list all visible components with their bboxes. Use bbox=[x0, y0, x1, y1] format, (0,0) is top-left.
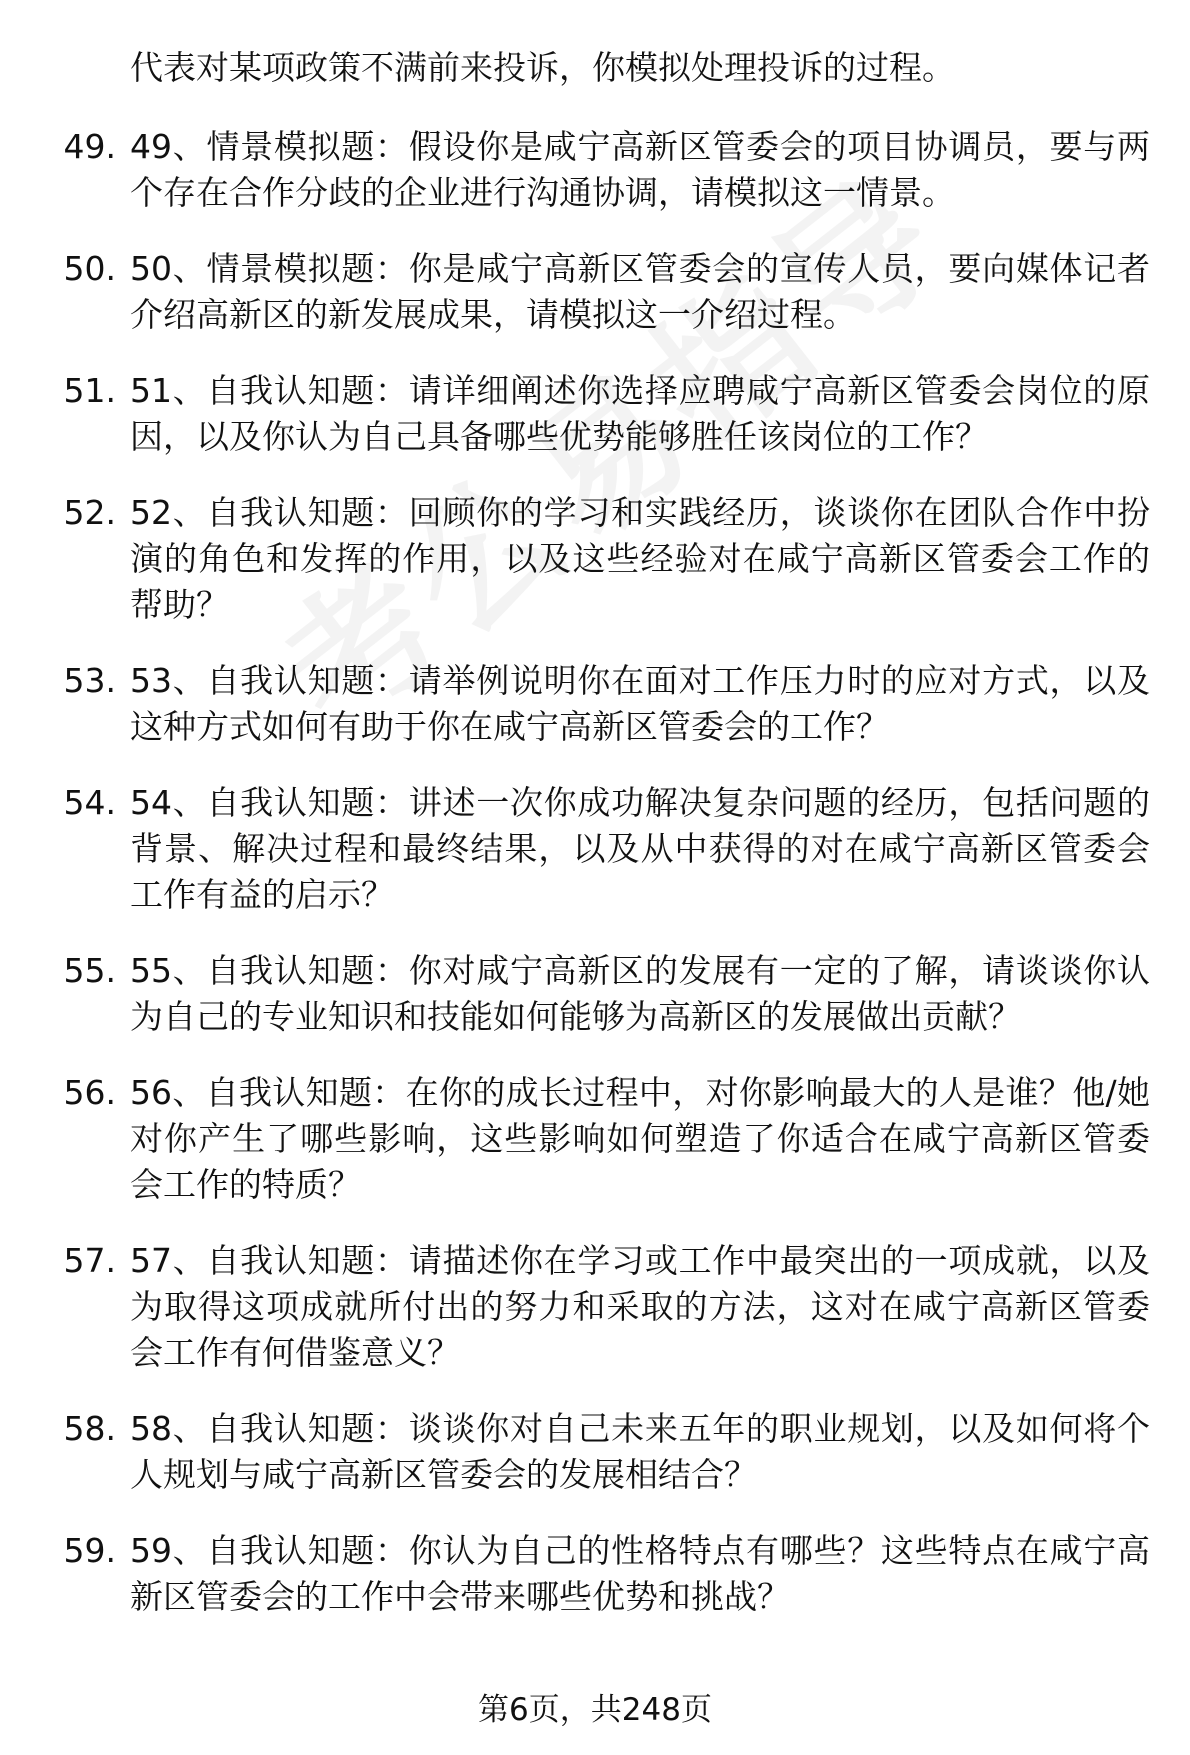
question-number: 49. bbox=[63, 127, 116, 166]
question-number: 50. bbox=[63, 249, 116, 288]
question-text: 55、自我认知题：你对咸宁高新区的发展有一定的了解，请谈谈你认为自己的专业知识和技能如何能够为高新区的发展做出贡献？ bbox=[130, 951, 1150, 1036]
question-number: 51. bbox=[63, 371, 116, 410]
question-text: 51、自我认知题：请详细阐述你选择应聘咸宁高新区管委会岗位的原因，以及你认为自己具备哪些优势能够胜任该岗位的工作？ bbox=[130, 371, 1150, 456]
question-number: 54. bbox=[63, 783, 116, 822]
question-text: 57、自我认知题：请描述你在学习或工作中最突出的一项成就，以及为取得这项成就所付出的努力和采取的方法，这对在咸宁高新区管委会工作有何借鉴意义？ bbox=[130, 1241, 1150, 1372]
question-number: 57. bbox=[63, 1241, 116, 1280]
question-item-58 bbox=[0, 1406, 1190, 1498]
question-item-53 bbox=[0, 658, 1190, 750]
question-number: 58. bbox=[63, 1409, 116, 1448]
question-text: 54、自我认知题：讲述一次你成功解决复杂问题的经历，包括问题的背景、解决过程和最终结果，以及从中获得的对在咸宁高新区管委会工作有益的启示？ bbox=[130, 783, 1150, 914]
question-text: 58、自我认知题：谈谈你对自己未来五年的职业规划，以及如何将个人规划与咸宁高新区管委会的发展相结合？ bbox=[130, 1409, 1150, 1494]
question-number: 56. bbox=[63, 1073, 116, 1112]
question-number: 52. bbox=[63, 493, 116, 532]
question-item-54 bbox=[0, 780, 1190, 918]
question-number: 55. bbox=[63, 951, 116, 990]
question-text: 50、情景模拟题：你是咸宁高新区管委会的宣传人员，要向媒体记者介绍高新区的新发展成果，请模拟这一介绍过程。 bbox=[130, 249, 1150, 334]
question-item-57 bbox=[0, 1238, 1190, 1376]
question-number: 59. bbox=[63, 1531, 116, 1570]
question-text: 59、自我认知题：你认为自己的性格特点有哪些？这些特点在咸宁高新区管委会的工作中会带来哪些优势和挑战？ bbox=[130, 1531, 1150, 1616]
intro-paragraph: 代表对某项政策不满前来投诉，你模拟处理投诉的过程。 bbox=[130, 48, 955, 87]
question-number: 53. bbox=[63, 661, 116, 700]
question-item-55 bbox=[0, 948, 1190, 1040]
question-text: 52、自我认知题：回顾你的学习和实践经历，谈谈你在团队合作中扮演的角色和发挥的作用，以及这些经验对在咸宁高新区管委会工作的帮助？ bbox=[130, 493, 1150, 624]
question-item-50 bbox=[0, 246, 1190, 338]
page-footer: 第6页，共248页 bbox=[478, 1692, 712, 1728]
question-text: 56、自我认知题：在你的成长过程中，对你影响最大的人是谁？他/她对你产生了哪些影响，这些影响如何塑造了你适合在咸宁高新区管委会工作的特质？ bbox=[130, 1073, 1150, 1204]
question-item-49 bbox=[0, 124, 1190, 216]
question-text: 53、自我认知题：请举例说明你在面对工作压力时的应对方式，以及这种方式如何有助于你在咸宁高新区管委会的工作？ bbox=[130, 661, 1150, 746]
question-item-51 bbox=[0, 368, 1190, 460]
question-item-59 bbox=[0, 1528, 1190, 1620]
question-item-52 bbox=[0, 490, 1190, 628]
question-item-56 bbox=[0, 1070, 1190, 1208]
question-list bbox=[0, 124, 1190, 1650]
question-text: 49、情景模拟题：假设你是咸宁高新区管委会的项目协调员，要与两个存在合作分歧的企业进行沟通协调，请模拟这一情景。 bbox=[130, 127, 1150, 212]
